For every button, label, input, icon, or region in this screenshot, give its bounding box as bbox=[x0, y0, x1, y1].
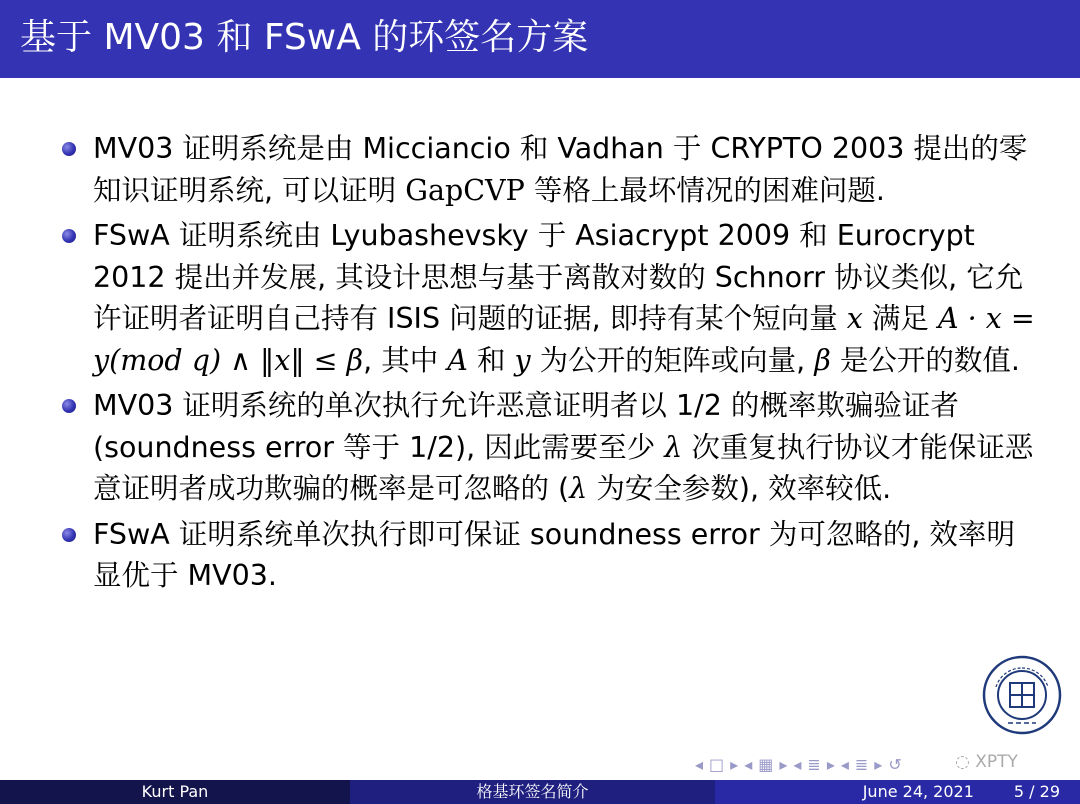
watermark bbox=[955, 752, 1018, 772]
bullet-math: A · x = y(mod q) ∧ ‖x‖ ≤ β bbox=[93, 302, 1035, 377]
footer-author: Kurt Pan bbox=[0, 780, 350, 804]
beamer-navigation bbox=[695, 752, 1075, 776]
bullet-item bbox=[60, 128, 1040, 211]
bullet-math: x bbox=[846, 302, 863, 335]
bullet-text: 等格上最坏情况的困难问题. bbox=[524, 173, 885, 207]
footer-bar bbox=[0, 780, 1080, 804]
university-seal-icon bbox=[982, 655, 1062, 735]
bullet-item bbox=[60, 514, 1040, 597]
footer-page-number: 5 / 29 bbox=[1013, 782, 1060, 801]
bullet-text: 是公开的数值. bbox=[830, 343, 1020, 377]
bullet-text: , 其中 bbox=[363, 343, 448, 377]
bullet-text: MV03 证明系统是由 Micciancio 和 Vadhan 于 CRYPTO 2003 提出的零知识证明系统, 可以证明 bbox=[93, 132, 1028, 207]
bullet-text: 为安全参数), 效率较低. bbox=[587, 472, 892, 505]
bullet-text: FSwA 证明系统单次执行即可保证 soundness error 为可忽略的, 效率明显优于 MV03. bbox=[93, 517, 1015, 592]
bullet-math: λ bbox=[664, 430, 683, 464]
bullet-icon bbox=[62, 229, 76, 243]
bullet-text: MV03 证明系统的单次执行允许恶意证明者以 1/2 的概率欺骗验证者 (soundness error 等于 1/2), 因此需要至少 bbox=[93, 389, 959, 464]
bullet-math: λ bbox=[569, 472, 588, 505]
nav-next-subsection-icon[interactable]: ▸ bbox=[779, 754, 788, 774]
slide-title: 基于 MV03 和 FSwA 的环签名方案 bbox=[20, 17, 589, 58]
footer-right bbox=[715, 780, 1080, 804]
bullet-math: GapCVP bbox=[405, 173, 525, 207]
footer-date: June 24, 2021 bbox=[862, 782, 974, 801]
bullet-item bbox=[60, 215, 1040, 381]
title-bar bbox=[0, 0, 1080, 78]
nav-next-frame-icon[interactable]: ▸ bbox=[730, 754, 739, 774]
nav-doc-icon[interactable]: ≣ bbox=[854, 754, 869, 774]
nav-search-icon[interactable]: ↺ bbox=[888, 754, 902, 774]
bullet-text: FSwA 证明系统由 Lyubashevsky 于 Asiacrypt 2009 和 Eurocrypt 2012 提出并发展, 其设计思想与基于离散对数的 Schnorr 协议类似, 它允许证明者证明自己持有 ISIS 问题的证据, 即持有某个短向量 bbox=[93, 219, 1024, 335]
nav-next-section-icon[interactable]: ▸ bbox=[826, 754, 835, 774]
bullet-text: 和 bbox=[467, 343, 515, 377]
footer-short-title: 格基环签名简介 bbox=[350, 780, 715, 804]
bullet-icon bbox=[62, 399, 76, 413]
nav-subsection-icon[interactable]: ▦ bbox=[758, 754, 774, 774]
watermark-text: XPTY bbox=[975, 752, 1018, 772]
bullet-text: 次重复执行协议才能保证恶意证明者成功欺骗的概率是可忽略的 ( bbox=[93, 430, 1034, 505]
bullet-math: A bbox=[447, 343, 468, 377]
nav-prev-doc-icon[interactable]: ◂ bbox=[840, 754, 849, 774]
bullet-icon bbox=[62, 142, 76, 156]
bullet-math: β bbox=[814, 343, 831, 377]
nav-prev-section-icon[interactable]: ◂ bbox=[793, 754, 802, 774]
nav-prev-subsection-icon[interactable]: ◂ bbox=[744, 754, 753, 774]
bullet-math: y bbox=[514, 343, 531, 377]
bullet-icon bbox=[62, 528, 76, 542]
nav-frame-icon[interactable]: □ bbox=[709, 754, 725, 774]
nav-prev-frame-icon[interactable]: ◂ bbox=[695, 754, 704, 774]
bullet-item bbox=[60, 385, 1040, 510]
bullet-text: 满足 bbox=[862, 302, 938, 335]
bullet-list bbox=[60, 128, 1040, 601]
nav-section-icon[interactable]: ≣ bbox=[807, 754, 821, 774]
wechat-icon: ◌ bbox=[955, 752, 970, 772]
nav-next-doc-icon[interactable]: ▸ bbox=[874, 754, 883, 774]
bullet-text: 为公开的矩阵或向量, bbox=[530, 343, 815, 377]
